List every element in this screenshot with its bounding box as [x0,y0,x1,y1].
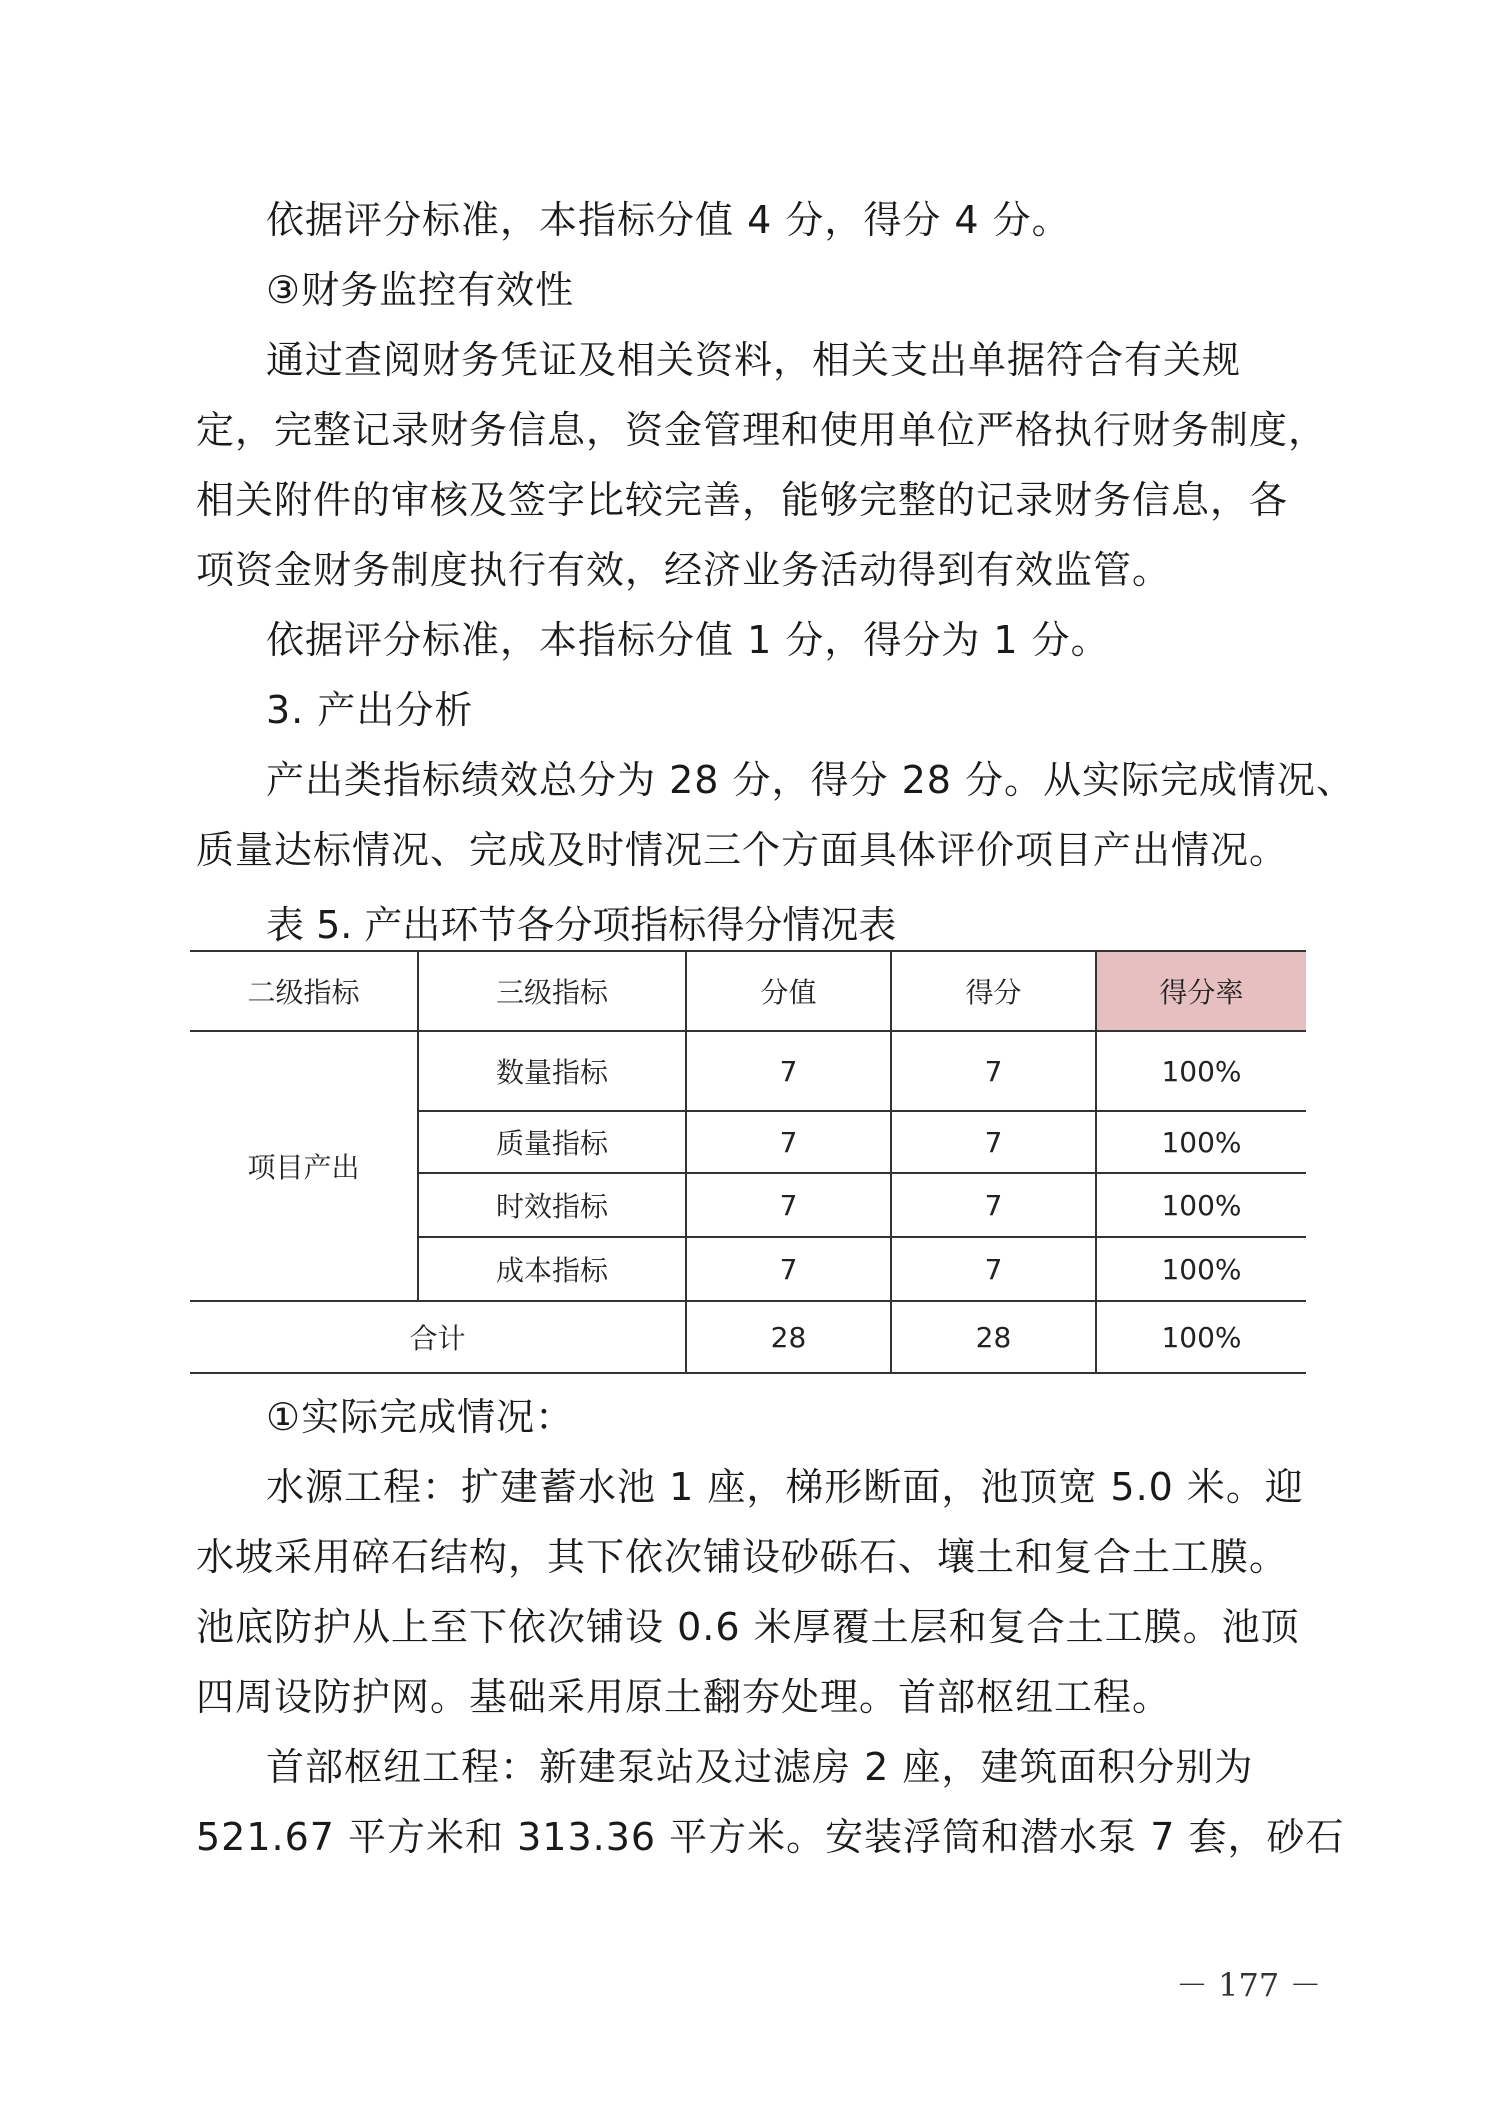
indicator-name-cell: 质量指标 [418,1111,686,1173]
paragraph-line: 521.67 平方米和 313.36 平方米。安装浮筒和潜水泵 7 套，砂石 [196,1815,1345,1859]
paragraph-line: 依据评分标准，本指标分值 1 分，得分为 1 分。 [266,618,1110,662]
indicator-name-cell: 数量指标 [418,1031,686,1111]
score-cell: 7 [891,1237,1096,1301]
paragraph-line: 项资金财务制度执行有效，经济业务活动得到有效监管。 [196,548,1172,592]
table-header-cell: 得分 [891,951,1096,1031]
paragraph-line: 首部枢纽工程：新建泵站及过滤房 2 座，建筑面积分别为 [266,1745,1254,1789]
rate-cell: 100% [1096,1111,1306,1173]
paragraph-line: 相关附件的审核及签字比较完善，能够完整的记录财务信息，各 [196,478,1289,522]
paragraph-line: 水坡采用碎石结构，其下依次铺设砂砾石、壤土和复合土工膜。 [196,1535,1289,1579]
group-label-cell: 项目产出 [190,1031,418,1301]
section-heading: 3. 产出分析 [266,688,474,732]
score-cell: 7 [891,1111,1096,1173]
table-caption: 表 5. 产出环节各分项指标得分情况表 [266,903,897,947]
table-header-cell: 二级指标 [190,951,418,1031]
table-header-cell: 三级指标 [418,951,686,1031]
rate-cell: 100% [1096,1173,1306,1237]
page-number: － 177 － [1176,1966,1322,2004]
indicator-name-cell: 时效指标 [418,1173,686,1237]
paragraph-line: 池底防护从上至下依次铺设 0.6 米厚覆土层和复合土工膜。池顶 [196,1605,1300,1649]
score-cell: 7 [891,1031,1096,1111]
total-score-cell: 28 [891,1301,1096,1373]
section-heading: ①实际完成情况： [266,1395,575,1439]
paragraph-line: 四周设防护网。基础采用原土翻夯处理。首部枢纽工程。 [196,1675,1172,1719]
paragraph-line: 产出类指标绩效总分为 28 分，得分 28 分。从实际完成情况、 [266,758,1356,802]
rate-cell: 100% [1096,1031,1306,1111]
section-heading: ③财务监控有效性 [266,268,575,312]
table-header-row [190,951,1306,1031]
paragraph-line: 定，完整记录财务信息，资金管理和使用单位严格执行财务制度， [196,408,1328,452]
value-cell: 7 [686,1031,891,1111]
paragraph-line: 通过查阅财务凭证及相关资料，相关支出单据符合有关规 [266,338,1242,382]
table-header-cell-highlighted: 得分率 [1096,951,1306,1031]
paragraph-line: 质量达标情况、完成及时情况三个方面具体评价项目产出情况。 [196,828,1289,872]
total-rate-cell: 100% [1096,1301,1306,1373]
table-header-cell: 分值 [686,951,891,1031]
value-cell: 7 [686,1111,891,1173]
total-label-cell: 合计 [190,1301,686,1373]
table-total-row [190,1301,1306,1373]
total-value-cell: 28 [686,1301,891,1373]
output-score-table [190,950,1306,1374]
rate-cell: 100% [1096,1237,1306,1301]
value-cell: 7 [686,1173,891,1237]
indicator-name-cell: 成本指标 [418,1237,686,1301]
value-cell: 7 [686,1237,891,1301]
paragraph-line: 水源工程：扩建蓄水池 1 座，梯形断面，池顶宽 5.0 米。迎 [266,1465,1304,1509]
paragraph-line: 依据评分标准，本指标分值 4 分，得分 4 分。 [266,198,1071,242]
score-cell: 7 [891,1173,1096,1237]
table-row [190,1031,1306,1111]
